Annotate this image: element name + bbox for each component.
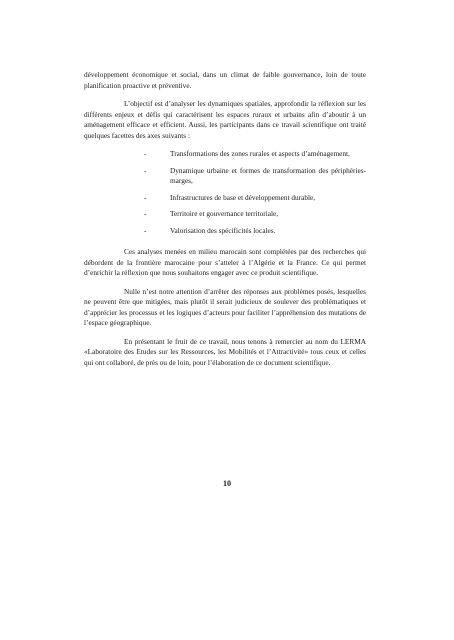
paragraph-2: L’objectif est d’analyser les dynamiques spatiales, approfondir la réflexion sur les différents enjeux et défis qui caractérisent les espaces ruraux et urbains afin d’aboutir à un aménagement efficace et efficient. Aussi, les participants dans ce travail scientifique ont traité quelques facettes des axes suivants : [84,99,366,140]
page-number: 10 [223,479,231,488]
bullet-dash: - [144,209,147,218]
paragraph-3: Ces analyses menées en milieu marocain sont complétées par des recherches qui débordent de la frontière marocaine pour s’atteler à l’Algérie et la France. Ce qui permet d’enrichir la réflexion que nous souhaitons engager avec ce produit scientifique. [84,247,366,277]
body-text [84,70,366,368]
paragraph-1: développement économique et social, dans un climat de faible gouvernance, loin de toute planification proactive et préventive. [84,70,366,90]
list-item-text: Dynamique urbaine et formes de transformation des périphéries-marges, [170,165,366,185]
paragraph-5: En présentant le fruit de ce travail, nous tenons à remercier au nom du LERMA «Laboratoire des Etudes sur les Ressources, les Mobilités et l’Attractivité» tous ceux et celles qui ont collaboré, de près ou de loin, pour l’élaboration de ce document scientifique. [84,336,366,367]
list-item [144,209,366,220]
bullet-dash: - [144,149,147,158]
list-item [144,149,366,160]
list-item-text: Valorisation des spécificités locales. [170,225,276,235]
list-item [144,193,366,204]
bullet-dash: - [144,225,147,235]
paragraph-4: Nulle n’est notre attention d’arrêter des réponses aux problèmes posés, lesquelles ne peuvent être que mitigées, mais plutôt il serait judicieux de soulever des problématiques et d’apprécier les processus et les logiques d’acteurs pour faciliter l’appréhension des mutations de l’espace géographique. [84,286,366,327]
bullet-dash: - [144,192,147,202]
axes-list [84,149,366,236]
list-item [144,166,366,187]
list-item-text: Transformations des zones rurales et aspects d’aménagement, [170,149,350,158]
bullet-dash: - [144,165,147,175]
list-item-text: Infrastructures de base et développement durable, [170,192,316,202]
list-item-text: Territoire et gouvernance territoriale, [170,209,279,218]
list-item [144,226,366,237]
